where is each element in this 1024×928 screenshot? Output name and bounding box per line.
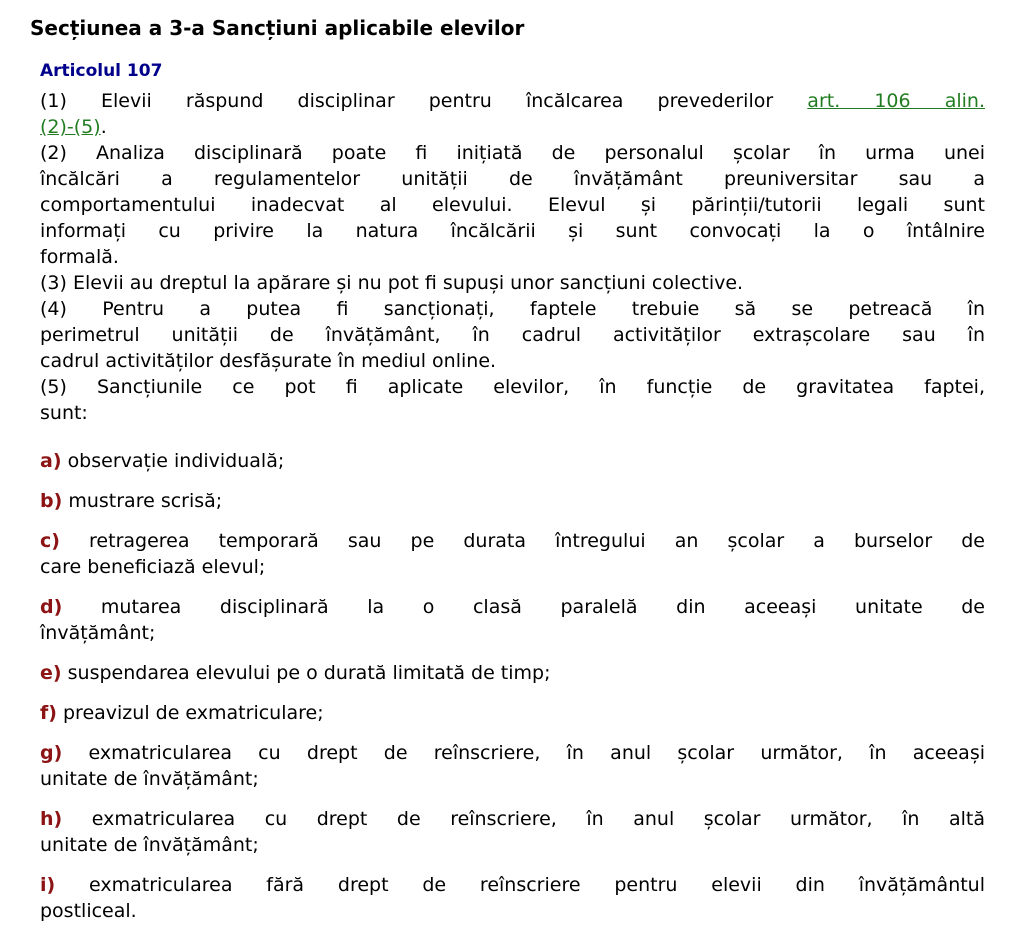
sanction-letter: h) bbox=[40, 808, 63, 830]
sanction-item-g bbox=[40, 740, 985, 792]
sanction-text: exmatricularea cu drept de reînscriere, în anul școlar următor, în aceeași bbox=[88, 742, 985, 764]
sanction-letter: b) bbox=[40, 490, 63, 512]
sanction-letter: g) bbox=[40, 742, 63, 764]
paragraph-5: (5) Sancțiunile ce pot fi aplicate elevilor, în funcție de gravitatea faptei, sunt: bbox=[40, 376, 985, 424]
sanction-text: exmatricularea fără drept de reînscriere pentru elevii din învățământul bbox=[89, 874, 986, 896]
paragraph-1 bbox=[40, 88, 985, 140]
sanction-item-c bbox=[40, 528, 985, 580]
article-106-link[interactable]: art. 106 alin. bbox=[807, 90, 985, 112]
sanction-letter: i) bbox=[40, 874, 56, 896]
sanction-item-d bbox=[40, 594, 985, 646]
sanction-text: suspendarea elevului pe o durată limitată de timp; bbox=[67, 662, 551, 684]
paragraph-1-text-end: . bbox=[100, 116, 107, 138]
article-107 bbox=[40, 60, 985, 924]
sanction-text: mutarea disciplinară la o clasă paralelă din aceeași unitate de bbox=[100, 596, 985, 618]
sanction-text: postliceal. bbox=[40, 900, 137, 922]
sanction-item-a bbox=[40, 448, 985, 474]
sanctions-list bbox=[40, 448, 985, 924]
sanction-item-h bbox=[40, 806, 985, 858]
article-106-link[interactable]: (2)-(5) bbox=[40, 116, 101, 138]
paragraph-2: (2) Analiza disciplinară poate fi inițiată de personalul școlar în urma unei încălcări a regulamentelor unității de învățământ preuniversitar sau a comportamentului inadecvat al elevului. Elevul și părinții/tutorii legali sunt informați cu privire la natura încălcării și sunt convocați la o întâlnire formală. bbox=[40, 142, 985, 268]
sanction-item-f bbox=[40, 700, 985, 726]
article-number: Articolul 107 bbox=[40, 61, 163, 81]
sanction-text: unitate de învățământ; bbox=[40, 834, 259, 856]
paragraph-1-text: (1) Elevii răspund disciplinar pentru încălcarea prevederilor bbox=[40, 90, 808, 112]
sanction-text: retragerea temporară sau pe durata întregului an școlar a burselor de bbox=[89, 530, 985, 552]
sanction-letter: c) bbox=[40, 530, 60, 552]
sanction-text: preavizul de exmatriculare; bbox=[63, 702, 324, 724]
paragraph-4: (4) Pentru a putea fi sancționați, faptele trebuie să se petreacă în perimetrul unității de învățământ, în cadrul activităților extrașcolare sau în cadrul activităților desfășurate în mediul online. bbox=[40, 298, 985, 372]
sanction-text: mustrare scrisă; bbox=[68, 490, 223, 512]
sanction-item-b bbox=[40, 488, 985, 514]
sanction-text: unitate de învățământ; bbox=[40, 768, 259, 790]
sanction-letter: d) bbox=[40, 596, 63, 618]
sanction-letter: a) bbox=[40, 450, 62, 472]
paragraph-3: (3) Elevii au dreptul la apărare și nu pot fi supuși unor sancțiuni colective. bbox=[40, 272, 744, 294]
sanction-text: exmatricularea cu drept de reînscriere, în anul școlar următor, în altă bbox=[91, 808, 985, 830]
sanction-text: observație individuală; bbox=[67, 450, 285, 472]
sanction-text: care beneficiază elevul; bbox=[40, 556, 266, 578]
section-title: Secțiunea a 3-a Sancțiuni aplicabile elevilor bbox=[30, 16, 525, 40]
sanction-text: învățământ; bbox=[40, 622, 156, 644]
sanction-letter: e) bbox=[40, 662, 62, 684]
sanction-letter: f) bbox=[40, 702, 57, 724]
sanction-item-e bbox=[40, 660, 985, 686]
sanction-item-i bbox=[40, 872, 985, 924]
